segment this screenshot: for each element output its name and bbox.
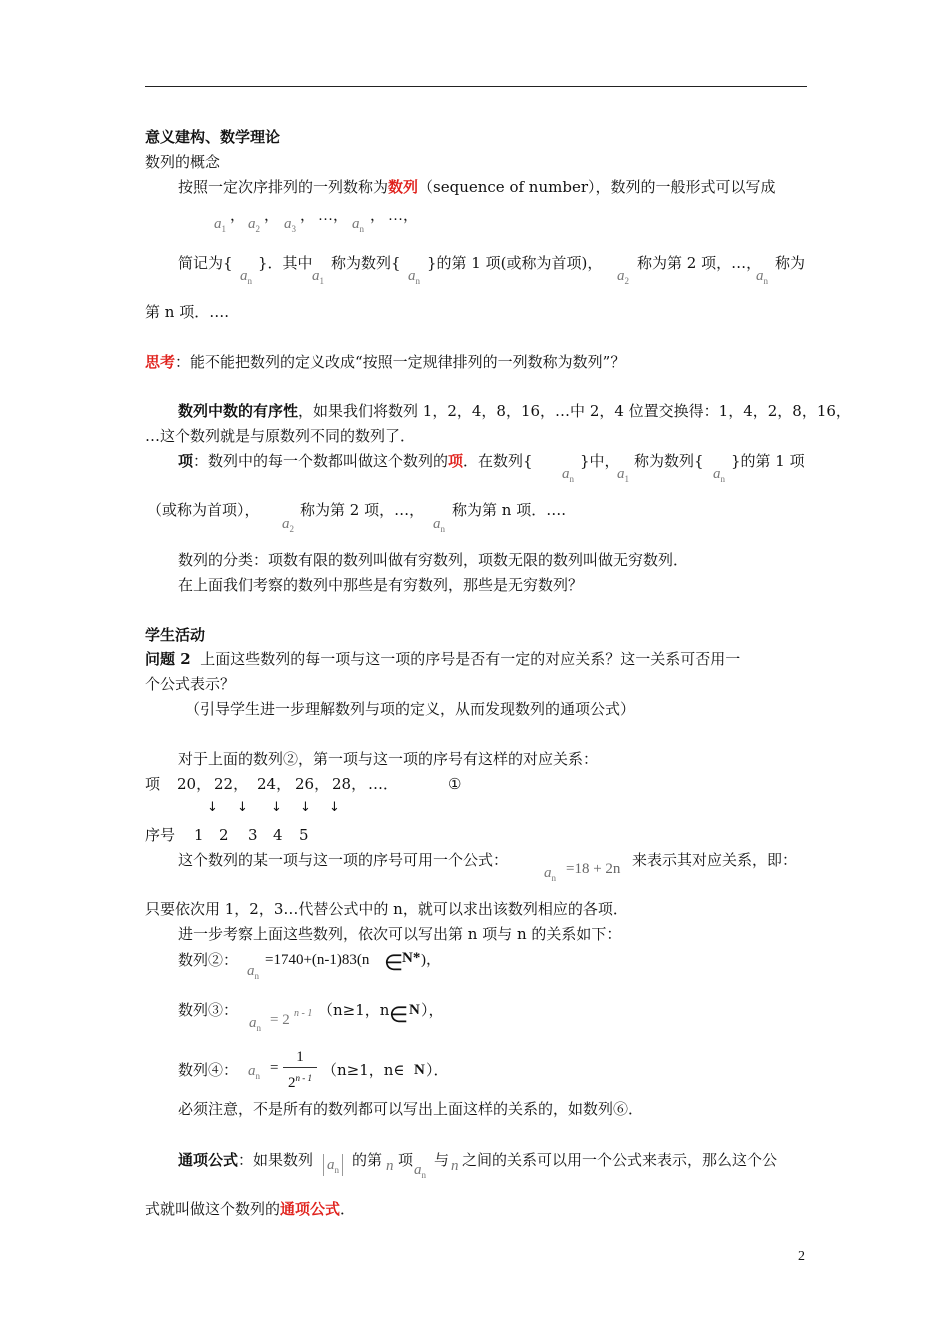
seq3-exponent: n - 1 [294,1008,313,1019]
comma: ， [264,208,280,224]
classification-question: 在上面我们考察的数列中那些是有穷数列，那些是无穷数列？ [178,576,584,594]
math-n: n [451,1158,459,1174]
formula-after: 来表示其对应关系，即： [632,851,798,869]
fraction-bar [283,1067,317,1068]
down-arrow-icon: ↓ [300,800,311,815]
math-an: $a_n$ [756,268,768,286]
seq2-label: 数列②： [178,951,239,969]
correspondence-intro: 对于上面的数列②，第一项与这一项的序号有这样的对应关系： [178,750,599,768]
seq4-label: 数列④： [178,1061,239,1079]
row-term-22: 22， [214,775,249,793]
formula-line2: 只要依次用 1，2，3…代替公式中的 n，就可以求出该数列相应的各项． [145,900,628,918]
row-index-1: 1 [194,826,204,844]
math-an: $a_n$ [352,216,364,234]
math-a2: $a_2$ [617,268,629,286]
row-index-label: 序号 [145,826,176,844]
formula-expression: =18 + 2n [566,861,621,877]
seq4-exponent: n - 1 [295,1073,312,1083]
math-a3: $a_3$ [284,216,296,234]
general-term-b: 的第 [352,1151,383,1169]
math-an: $a_n$ [240,268,252,286]
brief-notation-p1: 简记为{ [178,254,233,272]
seq4-denominator-base: 2 [288,1075,296,1091]
seq4-set: N [414,1062,425,1078]
term-line2-a: （或称为首项）， [147,501,260,519]
seq4-fraction [283,1048,317,1092]
row-term-label: 项 [145,775,161,793]
row-index-2: 2 [219,826,229,844]
math-an: $a_n$ [433,516,445,534]
ellipsis: …， [318,208,349,224]
math-an: $a_n$ [562,466,574,484]
brief-notation-p4: }的第 1 项(或称为首项)， [427,254,603,272]
formula-intro: 这个数列的某一项与这一项的序号可用一个公式： [178,851,509,869]
math-a2: $a_2$ [282,516,294,534]
row-term-26: 26， [295,775,330,793]
math-an: $a_n$ [544,865,556,883]
note: 必须注意，不是所有的数列都可以写出上面这样的关系的，如数列⑥． [178,1100,644,1118]
seq3-end: ）， [421,1001,444,1019]
term-line2-c: 称为第 n 项．…. [452,501,566,519]
order-paragraph: 数列中数的有序性，如果我们将数列 1，2，4，8，16，…中 2，4 位置交换得：1，4，2，8，16， [178,402,851,420]
page-number: 2 [798,1249,805,1264]
classification: 数列的分类：项数有限的数列叫做有穷数列，项数无限的数列叫做无穷数列． [178,551,689,569]
equals-sign: = [270,1060,279,1076]
seq2-set: N* [402,950,421,966]
further-text: 进一步考察上面这些数列，依次可以写出第 n 项与 n 的关系如下： [178,925,622,943]
term-line2-b: 称为第 2 项，…， [300,501,425,519]
brief-notation-p5: 称为第 2 项，…， [637,254,762,272]
math-an: $a_n$ [414,1162,426,1180]
comma: ， [230,208,246,224]
brief-notation-p3: 称为数列{ [331,254,401,272]
seq2-end: )， [421,952,441,968]
down-arrow-icon: ↓ [271,800,282,815]
question-2-line2: 个公式表示？ [145,675,236,693]
brief-notation-p6: 称为 [775,254,806,272]
row-term-28: 28， [332,775,367,793]
math-an: $a_n$ [249,1015,261,1033]
math-an: $a_n$ [248,1063,260,1081]
general-term-c: 项 [398,1151,414,1169]
element-of-symbol: ∈ [389,1002,409,1027]
general-term-d: 与 [434,1151,450,1169]
row-term-20: 20， [177,775,212,793]
down-arrow-icon: ↓ [207,800,218,815]
term-line1-c: }中， [580,452,620,470]
seq3-expression: = 2 [270,1012,290,1028]
seq4-condition: （n≥1，n∈ [322,1061,405,1079]
row-circle-marker: ① [448,775,462,793]
think-question: 思考：能不能把数列的定义改成“按照一定规律排列的一列数称为数列”？ [145,353,626,371]
seq4-denominator [283,1069,317,1092]
question-2: 问题 2 上面这些数列的每一项与这一项的序号是否有一定的对应关系？这一关系可否用一 [145,650,741,668]
brief-notation-p2: }．其中 [258,254,313,272]
concept-title: 数列的概念 [145,153,221,171]
definition-line: 按照一定次序排列的一列数称为数列（sequence of number），数列的一般形式可以写成 [178,178,776,196]
general-term-a: 通项公式：如果数列 [178,1151,314,1169]
guide-note: （引导学生进一步理解数列与项的定义，从而发现数列的通项公式） [185,700,636,718]
element-of-symbol: ∈ [384,950,404,975]
math-a1: $a_1$ [312,268,324,286]
seq3-label: 数列③： [178,1001,239,1019]
seq3-condition: （n≥1，n [318,1001,390,1019]
row-index-5: 5 [299,826,309,844]
row-index-4: 4 [273,826,283,844]
seq3-set: N [409,1002,420,1018]
math-n: n [386,1158,394,1174]
comma: ， [370,208,386,224]
term-line1-e: }的第 1 项 [731,452,805,470]
general-term-line2: 式就叫做这个数列的通项公式． [145,1200,356,1218]
order-line2: …这个数列就是与原数列不同的数列了． [145,427,416,445]
math-an: $a_n$ [247,963,259,981]
header-rule [145,86,807,87]
math-a1: $a_1$ [214,216,226,234]
comma: ， [300,208,316,224]
term-line1-d: 称为数列{ [634,452,704,470]
row-term-ellipsis: …． [368,775,399,793]
math-a1: $a_1$ [617,466,629,484]
section-title: 意义建构、数学理论 [145,128,281,146]
math-a2: $a_2$ [248,216,260,234]
term-line1-a: 项：数列中的每一个数都叫做这个数列的项．在数列{ [178,452,533,470]
down-arrow-icon: ↓ [237,800,248,815]
down-arrow-icon: ↓ [329,800,340,815]
brief-notation-line2: 第 n 项．…. [145,303,229,321]
math-an-braced: $a_n$ [323,1154,343,1176]
math-an: $a_n$ [408,268,420,286]
row-index-3: 3 [248,826,258,844]
seq4-end: ）． [426,1061,449,1079]
general-term-e: 之间的关系可以用一个公式来表示，那么这个公 [462,1151,778,1169]
seq4-numerator: 1 [296,1049,304,1065]
ellipsis: …， [388,208,419,224]
row-term-24: 24， [257,775,292,793]
seq2-expression: =1740+(n-1)83(n [265,952,370,968]
activity-title: 学生活动 [145,626,206,644]
math-an: $a_n$ [713,466,725,484]
